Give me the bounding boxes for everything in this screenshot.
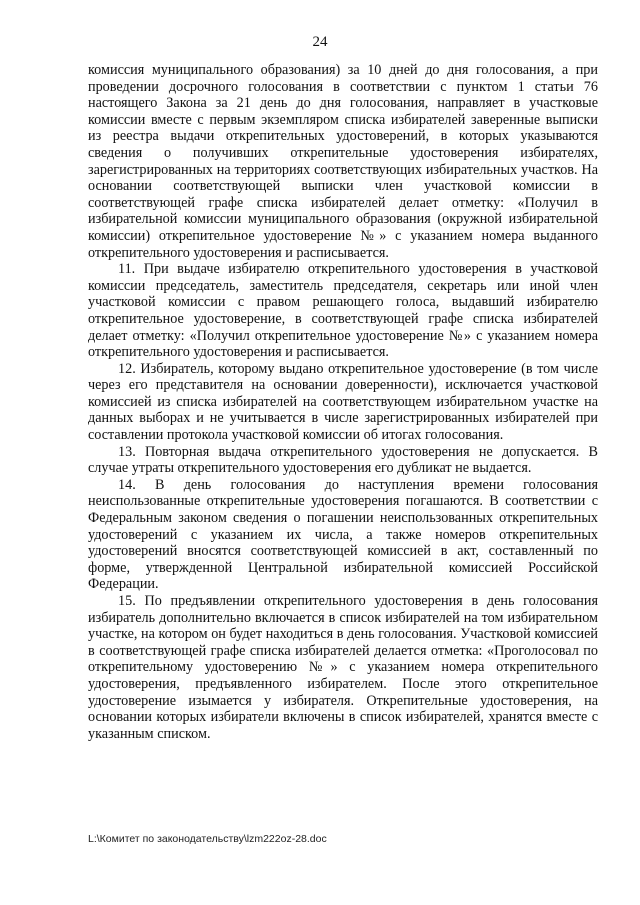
paragraph-13: 13. Повторная выдача открепительного удостоверения не допускается. В случае утраты открепительного удостоверения его дубликат не выдается.: [88, 443, 598, 477]
paragraph-12: 12. Избиратель, которому выдано открепительное удостоверение (в том числе через его представителя на основании доверенности), исключается участковой комиссией из списка избирателей на соответствующем избирательном участке на данных выборах и не учитывается в числе зарегистрированных избирателей при составлении протокола участковой комиссии об итогах голосования.: [88, 360, 598, 444]
paragraph-continuation: комиссия муниципального образования) за 10 дней до дня голосования, а при проведении досрочного голосования в соответствии с пунктом 1 статьи 76 настоящего Закона за 21 день до дня голосования, направляет в участковые комиссии вместе с первым экземпляром списка избирателей заверенные выписки из реестра выдачи открепительных удостоверений, в которых указываются сведения о получивших открепительные удостоверения избирателях, зарегистрированных на территориях соответствующих избирательных участков. На основании соответствующей выписки член участковой комиссии в соответствующей графе списка избирателей делает отметку: «Получил в избирательной комиссии муниципального образования (окружной избирательной комиссии) открепительное удостоверение №» с указанием номера выданного открепительного удостоверения и расписывается.: [88, 62, 598, 261]
paragraph-14: 14. В день голосования до наступления времени голосования неиспользованные открепительные удостоверения погашаются. В соответствии с Федеральным законом сведения о погашении неиспользованных открепительных удостоверений с указанием их числа, а также номеров открепительных удостоверений вносятся соответствующей комиссией в акт, составленный по форме, утвержденной Центральной избирательной комиссией Российской Федерации.: [88, 476, 598, 593]
paragraph-15: 15. По предъявлении открепительного удостоверения в день голосования избиратель дополнительно включается в список избирателей на том избирательном участке, на котором он будет находиться в день голосования. Участковой комиссией в соответствующей графе списка избирателей делается отметка: «Проголосовал по открепительному удостоверению №» с указанием номера открепительного удостоверения, предъявленного избирателем. После этого открепительное удостоверение изымается у избирателя. Открепительные удостоверения, на основании которых избиратели включены в список избирателей, хранятся вместе с указанным списком.: [88, 593, 598, 742]
document-body: [88, 62, 598, 742]
paragraph-11: 11. При выдаче избирателю открепительного удостоверения в участковой комиссии председатель, заместитель председателя, секретарь или иной член участковой комиссии с правом решающего голоса, выдавший избирателю открепительное удостоверение, в соответствующей графе списка избирателей делает отметку: «Получил открепительное удостоверение №» с указанием номера открепительного удостоверения и расписывается.: [88, 261, 598, 361]
footer-file-path: L:\Комитет по законодательству\lzm222oz-28.doc: [88, 833, 327, 845]
page-number: 24: [312, 34, 328, 50]
